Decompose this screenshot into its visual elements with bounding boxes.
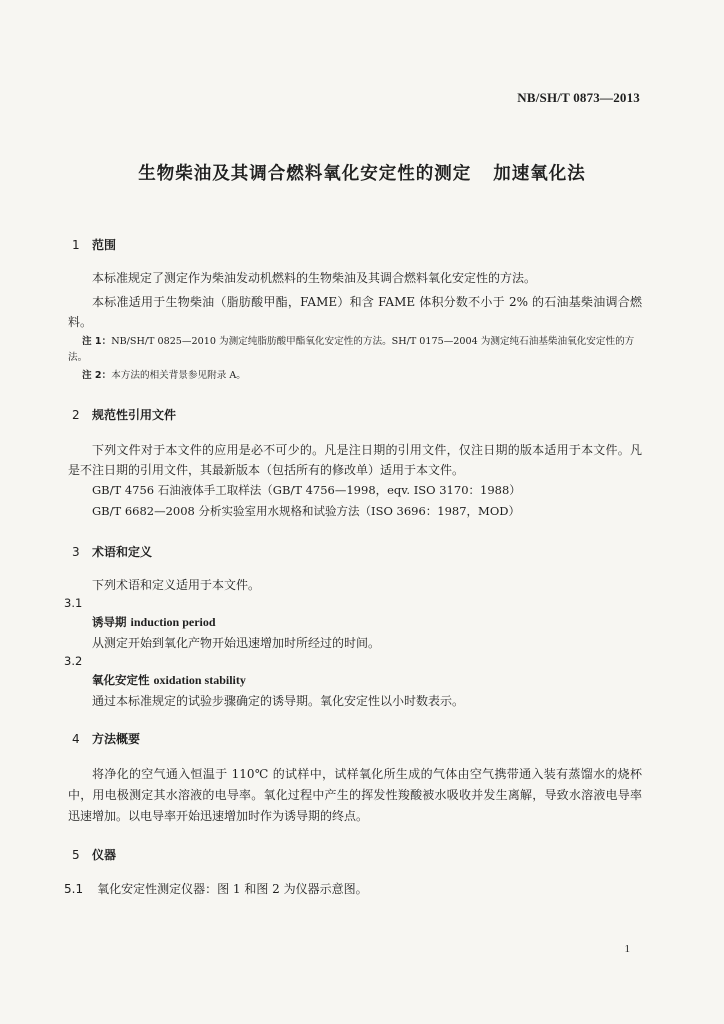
reference-2: GB/T 6682—2008 分析实验室用水规格和试验方法（ISO 3696：1987，MOD）: [92, 504, 520, 518]
term-induction-period: 诱导期 induction period: [92, 615, 216, 629]
terms-intro: 下列术语和定义适用于本文件。: [92, 578, 261, 592]
title-sub: 加速氧化法: [493, 164, 586, 184]
reference-1: GB/T 4756 石油液体手工取样法（GB/T 4756—1998，eqv. ISO 3170：1988）: [92, 483, 521, 497]
method-summary: 将净化的空气通入恒温于 110℃ 的试样中，试样氧化所生成的气体由空气携带通入装有蒸馏水的烧杯中，用电极测定其水溶液的电导率。氧化过程中产生的挥发性羧酸被水吸收并发生离解，导致水溶液电导率迅速增加。以电导率开始迅速增加时作为诱导期的终点。: [68, 767, 642, 823]
term-oxidation-stability: 氧化安定性 oxidation stability: [92, 673, 246, 687]
section-2-heading: 2 规范性引用文件: [72, 408, 177, 422]
definition-induction-period: 从测定开始到氧化产物开始迅速增加时所经过的时间。: [92, 636, 381, 650]
scope-paragraph-2: 本标准适用于生物柴油（脂肪酸甲酯，FAME）和含 FAME 体积分数不小于 2% 的石油基柴油调合燃料。: [68, 295, 642, 329]
title-main: 生物柴油及其调合燃料氧化安定性的测定: [138, 164, 472, 184]
definition-oxidation-stability: 通过本标准规定的试验步骤确定的诱导期。氧化安定性以小时数表示。: [92, 694, 465, 708]
document-title: [0, 160, 724, 185]
clause-5-1: 5.1 氧化安定性测定仪器：图 1 和图 2 为仪器示意图。: [64, 882, 368, 896]
standard-code: NB/SH/T 0873—2013: [517, 90, 640, 105]
section-4-heading: 4 方法概要: [72, 732, 141, 746]
page-number: 1: [624, 943, 630, 955]
section-1-heading: 1 范围: [72, 238, 117, 252]
section-3-heading: 3 术语和定义: [72, 545, 153, 559]
clause-3-1: 3.1: [64, 596, 83, 610]
note-1: 注 1：NB/SH/T 0825—2010 为测定纯脂肪酸甲酯氧化安定性的方法。SH/T 0175—2004 为测定纯石油基柴油氧化安定性的方法。: [68, 336, 635, 363]
scope-paragraph-1: 本标准规定了测定作为柴油发动机燃料的生物柴油及其调合燃料氧化安定性的方法。: [92, 271, 537, 285]
note-2: 注 2：本方法的相关背景参见附录 A。: [82, 370, 246, 381]
references-intro: 下列文件对于本文件的应用是必不可少的。凡是注日期的引用文件，仅注日期的版本适用于本文件。凡是不注日期的引用文件，其最新版本（包括所有的修改单）适用于本文件。: [68, 443, 642, 477]
clause-3-2: 3.2: [64, 654, 83, 668]
section-5-heading: 5 仪器: [72, 848, 117, 862]
